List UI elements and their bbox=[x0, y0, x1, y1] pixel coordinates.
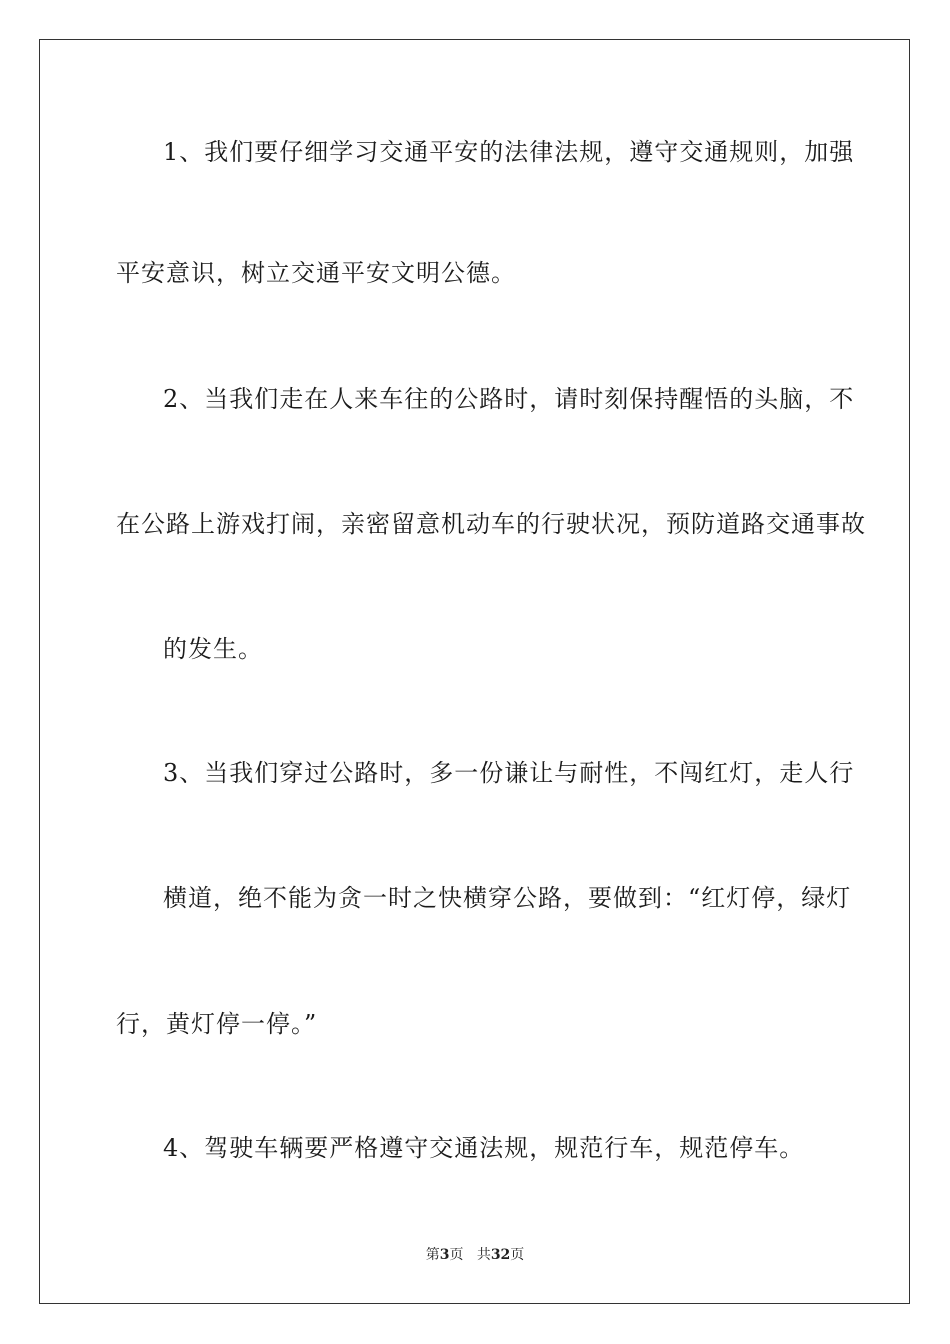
total-pages-suffix: 页 bbox=[510, 1247, 525, 1263]
paragraph-1-line-1: 1、我们要仔细学习交通平安的法律法规，遵守交通规则，加强 bbox=[163, 138, 855, 166]
total-pages: 32 bbox=[490, 1247, 511, 1263]
total-pages-prefix: 共 bbox=[476, 1247, 491, 1263]
paragraph-3-line-1: 3、当我们穿过公路时，多一份谦让与耐性，不闯红灯，走人行 bbox=[163, 759, 855, 787]
page-number-suffix: 页 bbox=[449, 1247, 464, 1263]
paragraph-3-line-3: 行，黄灯停一停。” bbox=[116, 1010, 318, 1038]
paragraph-3-line-2: 横道，绝不能为贪一时之快横穿公路，要做到：“红灯停，绿灯 bbox=[163, 884, 852, 912]
page-number: 3 bbox=[439, 1247, 450, 1263]
paragraph-1-line-2: 平安意识，树立交通平安文明公德。 bbox=[116, 259, 516, 287]
paragraph-4-line-1: 4、驾驶车辆要严格遵守交通法规，规范行车，规范停车。 bbox=[163, 1134, 805, 1162]
paragraph-2-line-2: 在公路上游戏打闹，亲密留意机动车的行驶状况，预防道路交通事故 bbox=[116, 510, 866, 538]
page-number-prefix: 第 bbox=[425, 1247, 440, 1263]
page-footer bbox=[0, 1246, 950, 1264]
paragraph-2-line-1: 2、当我们走在人来车往的公路时，请时刻保持醒悟的头脑，不 bbox=[163, 385, 855, 413]
page-border bbox=[39, 39, 910, 1304]
paragraph-2-line-3: 的发生。 bbox=[163, 635, 263, 663]
